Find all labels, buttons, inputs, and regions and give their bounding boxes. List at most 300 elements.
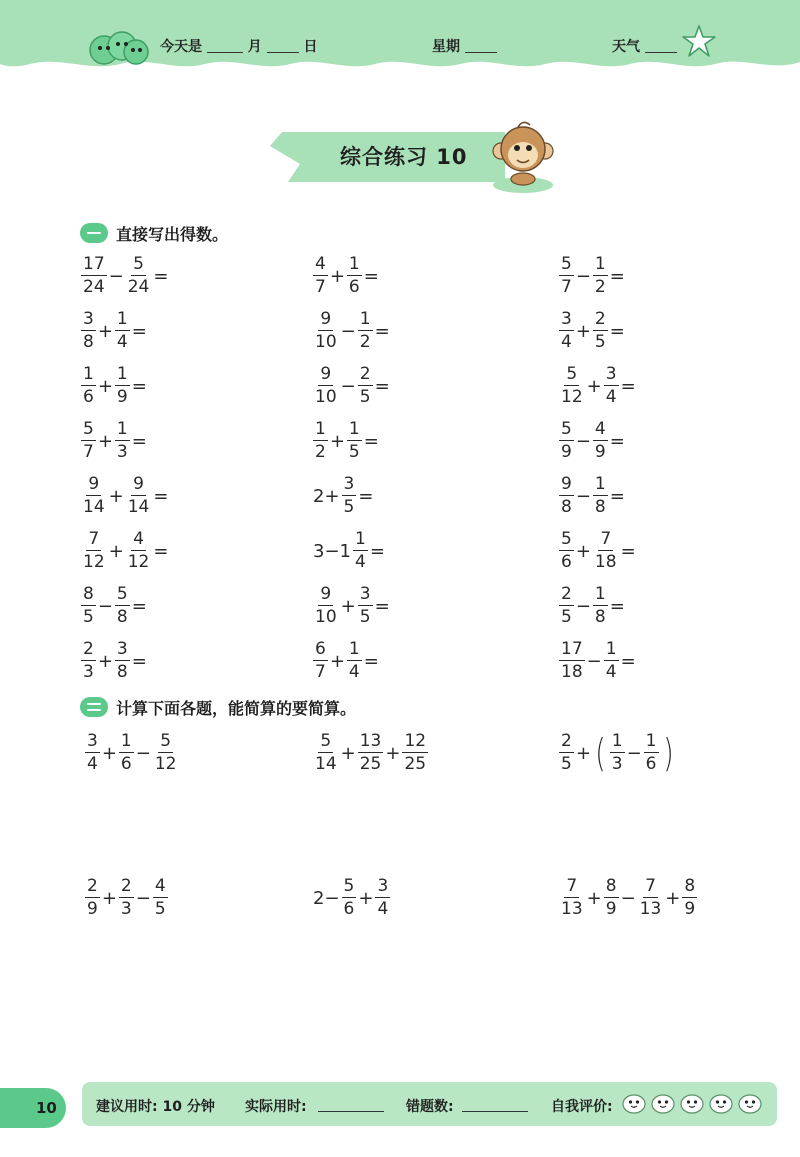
fraction [81,476,107,516]
denominator: 13 [639,899,662,919]
problem-c1-r1 [80,256,169,296]
numerator: 5 [561,419,572,439]
operator: + [586,887,602,909]
denominator: 10 [315,387,337,407]
fraction [119,878,134,918]
denominator: 7 [315,662,326,682]
numerator: 2 [594,309,606,329]
numerator: 12 [404,731,427,751]
operator: = [374,320,390,342]
denominator: 4 [377,899,389,919]
fraction [126,531,152,571]
fraction [559,641,585,681]
operator: = [609,265,625,287]
fraction [85,733,100,773]
weather-label: 天气 [612,39,640,55]
numerator: 3 [377,876,389,896]
fraction [559,256,574,296]
denominator: 3 [120,899,132,919]
numerator: 13 [359,731,382,751]
month-label: 月 [247,39,262,55]
denominator: 2 [359,332,371,352]
header-band [0,0,800,80]
operator: = [358,485,374,507]
numerator: 7 [566,876,578,896]
denominator: 12 [154,754,177,774]
denominator: 4 [561,332,572,352]
actual-time-label: 实际用时: [245,1099,307,1115]
fraction [115,586,130,626]
fraction [604,366,619,406]
operator: − [108,265,124,287]
denominator: 13 [561,899,583,919]
operator: + [329,650,345,672]
problem-c1-r6 [80,531,169,571]
numerator: 9 [561,474,572,494]
numerator: 9 [88,474,100,494]
operator: − [586,650,602,672]
operator: + [340,595,356,617]
problem-c1-r5 [80,476,169,516]
operator: + [97,650,113,672]
numerator: 1 [594,584,606,604]
section1-badge [80,223,108,243]
fraction [313,256,328,296]
fraction [313,311,339,351]
operator: + [101,742,117,764]
denominator: 8 [116,607,128,627]
calc-problem-r2-c2 [312,878,391,918]
denominator: 3 [116,442,128,462]
fraction [593,256,608,296]
problem-c3-r6 [558,531,637,571]
problem-c1-r3 [80,366,148,406]
numerator: 2 [120,876,132,896]
numerator: 1 [645,731,657,751]
denominator: 4 [605,387,617,407]
numerator: 7 [645,876,656,896]
numerator: 5 [566,364,578,384]
suggested-time: 建议用时: 10 分钟 [96,1099,215,1115]
section2-badge [80,697,108,717]
numerator: 1 [359,309,371,329]
numerator: 5 [133,254,144,274]
calc-problem-r1-c3 [558,733,676,773]
denominator: 18 [594,552,617,572]
numerator: 3 [83,309,94,329]
fraction [358,733,384,773]
problem-c3-r7 [558,586,626,626]
operator: + [97,320,113,342]
weekday-line [432,36,497,56]
rating-face-icon[interactable] [651,1092,675,1114]
section2-instruction: 计算下面各题，能简算的要简算。 [116,698,357,718]
fraction [604,641,619,681]
denominator: 8 [83,332,94,352]
fraction [353,531,368,571]
fraction [593,421,608,461]
fraction [347,641,362,681]
operator: = [131,595,147,617]
star-icon [680,24,718,58]
fraction [375,878,390,918]
problem-c1-r4 [80,421,148,461]
numerator: 5 [116,584,128,604]
operator: = [620,650,636,672]
operator: 2− [313,887,340,909]
numerator: 7 [600,529,612,549]
weekday-label: 星期 [432,39,460,55]
fraction [638,878,664,918]
problem-c2-r6 [312,531,386,571]
denominator: 24 [127,277,150,297]
problem-c3-r3 [558,366,637,406]
fraction [81,366,96,406]
numerator: 1 [120,731,132,751]
fraction [115,366,130,406]
numerator: 1 [348,419,360,439]
denominator: 7 [315,277,326,297]
problem-c3-r8 [558,641,637,681]
weather-line [612,36,677,56]
denominator: 6 [343,899,355,919]
denominator: 4 [605,662,617,682]
problem-c3-r5 [558,476,626,516]
numerator: 1 [116,364,128,384]
operator: = [131,320,147,342]
numerator: 3 [605,364,617,384]
numerator: 1 [116,309,128,329]
cartoon-faces-icon [88,28,150,68]
denominator: 4 [355,552,366,572]
fraction [559,366,585,406]
fraction [593,586,608,626]
problem-c1-r2 [80,311,148,351]
denominator: 9 [116,387,128,407]
numerator: 5 [160,731,172,751]
operator: + [329,265,345,287]
denominator: 8 [561,497,572,517]
fraction [358,586,373,626]
numerator: 2 [87,876,98,896]
operator: = [153,265,169,287]
denominator: 14 [127,497,150,517]
operator: = [609,430,625,452]
numerator: 5 [561,529,572,549]
fraction [313,641,328,681]
rating-face-icon[interactable] [738,1092,762,1114]
numerator: 5 [320,731,332,751]
mistakes-label: 错题数: [406,1099,454,1115]
denominator: 5 [561,607,572,627]
operator: = [609,595,625,617]
operator: = [153,540,169,562]
numerator: 1 [315,419,326,439]
numerator: 4 [133,529,144,549]
numerator: 6 [315,639,326,659]
today-label: 今天是 [160,39,202,55]
numerator: 7 [88,529,100,549]
numerator: 5 [561,254,572,274]
denominator: 9 [87,899,98,919]
numerator: 4 [154,876,166,896]
operator: = [374,595,390,617]
operator: = [369,540,385,562]
title-banner [270,132,505,182]
numerator: 17 [83,254,105,274]
mistakes-blank[interactable] [462,1111,528,1112]
operator: − [340,375,356,397]
operator: + [329,430,345,452]
fraction [119,733,134,773]
section1-instruction: 直接写出得数。 [116,224,229,244]
operator: = [363,650,379,672]
denominator: 5 [83,607,94,627]
operator: = [131,375,147,397]
calc-problem-r2-c1 [84,878,169,918]
denominator: 9 [684,899,696,919]
numerator: 3 [561,309,572,329]
rating-face-icon[interactable] [709,1092,733,1114]
denominator: 10 [315,607,337,627]
operator: + [101,887,117,909]
problem-c3-r1 [558,256,626,296]
operator: = [153,485,169,507]
operator: − [575,265,591,287]
denominator: 5 [154,899,166,919]
rating-face-icon[interactable] [622,1092,646,1114]
numerator: 17 [561,639,583,659]
problem-c2-r7 [312,586,391,626]
actual-time-blank[interactable] [318,1111,384,1112]
fraction [153,733,179,773]
numerator: 9 [133,474,144,494]
operator: − [626,742,642,764]
denominator: 5 [359,607,371,627]
denominator: 6 [645,754,657,774]
parenthesis: ( [595,731,606,775]
operator: = [131,430,147,452]
numerator: 1 [611,731,623,751]
fraction [81,531,107,571]
section1-header [80,220,228,246]
operator: 3−1 [313,540,351,562]
denominator: 9 [561,442,572,462]
numerator: 1 [594,474,606,494]
operator: − [575,595,591,617]
numerator: 8 [83,584,94,604]
operator: + [340,742,356,764]
operator: + [575,540,591,562]
month-blank[interactable] [207,38,243,53]
numerator: 3 [359,584,371,604]
denominator: 8 [594,607,606,627]
denominator: 8 [594,497,606,517]
operator: = [374,375,390,397]
fraction [559,311,574,351]
weekday-blank[interactable] [465,38,497,53]
denominator: 5 [348,442,360,462]
operator: = [620,540,636,562]
denominator: 6 [561,552,572,572]
problem-c2-r2 [312,311,391,351]
fraction [559,531,574,571]
denominator: 5 [561,754,572,774]
numerator: 1 [348,639,360,659]
fraction [559,878,585,918]
fraction [126,256,152,296]
denominator: 9 [605,899,617,919]
denominator: 12 [561,387,583,407]
fraction [115,311,130,351]
fraction [313,366,339,406]
operator: + [358,887,374,909]
fraction [313,733,339,773]
fraction [358,366,373,406]
denominator: 5 [594,332,606,352]
numerator: 2 [83,639,94,659]
numerator: 3 [116,639,128,659]
fraction [81,421,96,461]
denominator: 4 [87,754,98,774]
numerator: 4 [594,419,606,439]
problem-c2-r5 [312,476,374,516]
operator: + [385,742,401,764]
day-blank[interactable] [267,38,299,53]
numerator: 1 [594,254,606,274]
problem-c2-r1 [312,256,380,296]
fraction [402,733,428,773]
fraction [610,733,625,773]
fraction [81,311,96,351]
operator: + [586,375,602,397]
problem-c1-r7 [80,586,148,626]
numerator: 8 [684,876,696,896]
denominator: 14 [83,497,105,517]
numerator: 1 [348,254,360,274]
monkey-mascot-icon [488,115,558,195]
fraction [153,878,168,918]
fraction [347,256,362,296]
calc-problem-r1-c1 [84,733,179,773]
problem-c2-r8 [312,641,380,681]
denominator: 10 [315,332,337,352]
numerator: 9 [320,309,332,329]
problem-c1-r8 [80,641,148,681]
operator: − [575,430,591,452]
denominator: 9 [594,442,606,462]
fraction [358,311,373,351]
fraction [593,476,608,516]
numerator: 9 [320,584,332,604]
numerator: 2 [561,731,572,751]
denominator: 2 [315,442,326,462]
operator: = [363,265,379,287]
operator: = [609,320,625,342]
section2-header [80,694,356,720]
denominator: 3 [83,662,94,682]
denominator: 5 [343,497,355,517]
denominator: 18 [561,662,583,682]
fraction [559,733,574,773]
problem-c2-r3 [312,366,391,406]
fraction [115,421,130,461]
page-number: 10 [36,1099,57,1117]
denominator: 25 [359,754,382,774]
operator: + [97,375,113,397]
numerator: 8 [605,876,617,896]
operator: = [620,375,636,397]
rating-face-icon[interactable] [680,1092,704,1114]
fraction [342,878,357,918]
denominator: 6 [120,754,132,774]
operator: − [620,887,636,909]
fraction [85,878,100,918]
operator: − [135,742,151,764]
fraction [559,421,574,461]
numerator: 1 [116,419,128,439]
date-line [160,36,318,56]
operator: − [97,595,113,617]
operator: + [97,430,113,452]
numerator: 2 [561,584,572,604]
calc-problem-r1-c2 [312,733,429,773]
fraction [593,531,619,571]
denominator: 8 [116,662,128,682]
operator: 2+ [313,485,340,507]
numerator: 5 [83,419,94,439]
fraction [115,641,130,681]
operator: − [575,485,591,507]
operator: − [340,320,356,342]
operator: + [575,742,591,764]
page-title: 综合练习 10 [340,145,468,169]
problem-c3-r4 [558,421,626,461]
fraction [559,586,574,626]
calc-problem-r2-c3 [558,878,698,918]
weather-blank[interactable] [645,38,677,53]
operator: + [108,485,124,507]
operator: = [131,650,147,672]
fraction [342,476,357,516]
denominator: 3 [611,754,623,774]
denominator: 4 [116,332,128,352]
numerator: 1 [355,529,366,549]
numerator: 2 [359,364,371,384]
operator: + [575,320,591,342]
numerator: 9 [320,364,332,384]
problem-c3-r2 [558,311,626,351]
operator: = [363,430,379,452]
numerator: 3 [87,731,98,751]
denominator: 14 [315,754,337,774]
denominator: 4 [348,662,360,682]
fraction [126,476,152,516]
denominator: 12 [127,552,150,572]
numerator: 1 [605,639,617,659]
operator: + [665,887,681,909]
self-eval-label: 自我评价: [551,1099,613,1115]
fraction [682,878,697,918]
denominator: 5 [359,387,371,407]
fraction [313,421,328,461]
fraction [81,641,96,681]
denominator: 2 [594,277,606,297]
denominator: 12 [83,552,105,572]
denominator: 24 [83,277,105,297]
operator: = [609,485,625,507]
fraction [593,311,608,351]
